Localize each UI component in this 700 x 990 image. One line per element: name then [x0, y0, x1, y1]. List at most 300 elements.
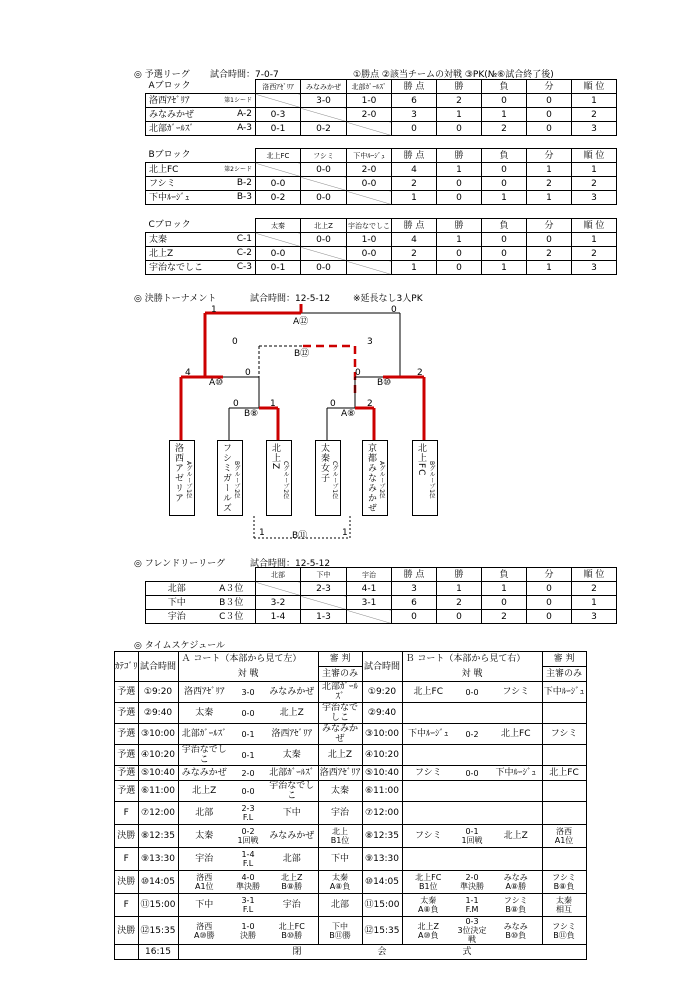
team-name: 北上Z [270, 443, 280, 471]
away-team: 北上FC [490, 724, 542, 745]
result-cell: 0-0 [347, 177, 392, 191]
stat-header: 分 [527, 568, 572, 582]
team-box [362, 440, 388, 516]
stat-cell: 0 [437, 610, 482, 624]
time-cell: ⑦12:00 [362, 802, 402, 825]
stat-header: 順 位 [572, 149, 617, 163]
time-cell: ③10:00 [138, 724, 178, 745]
category-cell: 予選 [115, 766, 139, 781]
time-header: 試合時間 [362, 652, 402, 682]
score-note: F.M [465, 905, 479, 914]
result-cell: 0-0 [301, 163, 347, 177]
stat-cell: 0 [437, 247, 482, 261]
score-third-right: 3 [367, 337, 373, 347]
referee-cell: フシミ [542, 724, 586, 745]
score-cell [454, 825, 490, 848]
time-header: 試合時間 [138, 652, 178, 682]
stat-cell: 1 [572, 233, 617, 247]
result-cell: 4-1 [347, 582, 392, 596]
stat-cell: 4 [392, 233, 437, 247]
team-name: 宇治 [146, 610, 208, 624]
stat-cell: 0 [482, 177, 527, 191]
score-value: 0-0 [465, 768, 479, 778]
score-value: 2-0 [241, 768, 255, 778]
stat-cell: 1 [437, 163, 482, 177]
stat-cell: 0 [437, 191, 482, 205]
away-team: 北上FC B⑩勝 [266, 917, 318, 945]
team-group: Bグループ2位 [233, 461, 240, 499]
score-note: 準決勝 [236, 882, 261, 891]
time-cell: ⑪15:00 [362, 894, 402, 917]
stat-cell: 0 [527, 108, 572, 122]
result-cell: 0-1 [256, 122, 301, 136]
stat-cell: 0 [527, 610, 572, 624]
block-col-header: 洛西ｱｾﾞﾘｱ [256, 80, 301, 94]
block-name: Bブロック [146, 149, 256, 163]
score-note: 戦 [468, 935, 477, 944]
score-value: 0-1 [465, 827, 479, 836]
away-team: 北上Z [266, 703, 318, 724]
stat-cell: 0 [437, 122, 482, 136]
team-position: A３位 [208, 582, 256, 596]
away-team: 太秦 [266, 745, 318, 766]
stat-cell: 1 [482, 108, 527, 122]
ref-header: 審 判 [318, 652, 362, 667]
stat-cell: 2 [527, 247, 572, 261]
team-box [412, 440, 438, 516]
away-team [490, 703, 542, 724]
referee-cell: フシミ B⑧負 [542, 871, 586, 894]
time-cell: ④10:20 [138, 745, 178, 766]
score-cell [230, 871, 266, 894]
away-team: 下中 [266, 802, 318, 825]
away-team: 宇治 [266, 894, 318, 917]
home-team: フシミ [402, 825, 454, 848]
stat-cell: 0 [527, 233, 572, 247]
result-cell: 0-0 [347, 247, 392, 261]
score-note: F.L [242, 813, 254, 822]
referee-cell: 太秦 [318, 781, 362, 802]
home-team: 北上FC B1位 [402, 871, 454, 894]
score-cons-right: 1 [342, 528, 348, 538]
away-team: 宇治なでしこ [266, 781, 318, 802]
away-team: 北上Z [490, 825, 542, 848]
team-box [266, 440, 292, 516]
vs-header: 対 戦 [402, 667, 542, 682]
score-note: F.L [242, 859, 254, 868]
stat-cell: 2 [392, 247, 437, 261]
score-cell [230, 894, 266, 917]
league-title: ◎ 予選リーグ [134, 70, 190, 80]
home-team: みなみかぜ [178, 766, 230, 781]
result-cell: 3-0 [301, 94, 347, 108]
stat-cell: 0 [437, 261, 482, 275]
team-name: 下中 [146, 596, 208, 610]
stat-header: 勝 [437, 149, 482, 163]
team-name: 下中ﾙｰｼﾞｭ [146, 191, 208, 205]
home-team: 北部 [178, 802, 230, 825]
friendly-title: ◎ フレンドリーリーグ [134, 559, 226, 569]
time-cell: ⑥11:00 [362, 781, 402, 802]
stat-cell: 0 [392, 610, 437, 624]
table-row [115, 917, 587, 945]
result-cell: 2-0 [347, 163, 392, 177]
stat-cell: 1 [392, 261, 437, 275]
category-cell: F [115, 894, 139, 917]
score-cell [454, 802, 490, 825]
score-sf-left-right: 0 [245, 368, 251, 378]
block-col-header: 北上FC [256, 149, 301, 163]
team-group: Bグループ1位 [428, 461, 435, 499]
score-cell [230, 745, 266, 766]
time-cell: ①9:20 [362, 682, 402, 703]
stat-header: 勝 [437, 568, 482, 582]
score-qf-left-left: 0 [233, 399, 239, 409]
stat-header: 分 [527, 80, 572, 94]
stat-header: 分 [527, 149, 572, 163]
sf-right-label: B⑩ [377, 378, 392, 388]
code-label: C-3 [236, 262, 252, 272]
stat-header: 勝 [437, 219, 482, 233]
score-cell [454, 724, 490, 745]
stat-cell: 3 [572, 261, 617, 275]
stat-cell: 3 [572, 191, 617, 205]
away-team: みなみ B⑩負 [490, 917, 542, 945]
time-cell: ⑤10:40 [138, 766, 178, 781]
score-value: 1-4 [241, 850, 255, 859]
team-group: Cグループ2位 [282, 461, 289, 500]
stat-cell: 0 [527, 596, 572, 610]
score-cell [454, 871, 490, 894]
tournament-title: ◎ 決勝トーナメント [134, 294, 217, 304]
result-cell: 1-0 [347, 233, 392, 247]
category-cell: 予選 [115, 724, 139, 745]
result-cell [301, 596, 347, 610]
stat-cell: 3 [392, 108, 437, 122]
table-row [115, 802, 587, 825]
stat-header: 勝 点 [392, 219, 437, 233]
table-row [115, 745, 587, 766]
stat-cell: 2 [437, 596, 482, 610]
stat-cell: 2 [482, 122, 527, 136]
result-cell: 0-3 [256, 108, 301, 122]
team-name: 北部ｶﾞｰﾙｽﾞ [146, 122, 208, 136]
referee-cell [542, 745, 586, 766]
stat-cell: 3 [392, 582, 437, 596]
table-row [115, 766, 587, 781]
time-cell: ⑨13:30 [362, 848, 402, 871]
score-cell [454, 848, 490, 871]
table-row [146, 596, 662, 610]
score-cell [230, 682, 266, 703]
team-name: 洛西アゼリア [173, 443, 183, 503]
stat-cell: 1 [437, 582, 482, 596]
stat-cell: 0 [527, 582, 572, 596]
league-note: ①勝点 ②該当チームの対戦 ③PK(№⑥試合終了後) [353, 70, 554, 80]
category-cell: F [115, 848, 139, 871]
score-cell [454, 682, 490, 703]
team-name: みなみかぜ [146, 108, 208, 122]
stat-cell: 1 [482, 261, 527, 275]
team-name: フシミガールズ [221, 443, 231, 513]
home-team: 北上Z A⑩負 [402, 917, 454, 945]
stat-cell: 1 [482, 582, 527, 596]
score-sf-left-left: 4 [185, 368, 191, 378]
stat-header: 勝 点 [392, 80, 437, 94]
home-team [402, 745, 454, 766]
block-col-header: 下中ﾙｰｼﾞｭ [347, 149, 392, 163]
code-label: C-2 [236, 248, 252, 258]
team-group: Cグループ1位 [331, 461, 338, 500]
referee-cell: 北部 [318, 894, 362, 917]
referee-cell: みなみかぜ [318, 724, 362, 745]
category-cell: 決勝 [115, 871, 139, 894]
score-value: 0-1 [241, 729, 255, 739]
category-cell: 予選 [115, 781, 139, 802]
away-team: 北部 [266, 848, 318, 871]
result-cell: 0-2 [256, 191, 301, 205]
score-note: 決勝 [240, 930, 257, 940]
block-col-header: 北部ｶﾞｰﾙｽﾞ [347, 80, 392, 94]
referee-cell: 下中 [318, 848, 362, 871]
referee-cell [542, 703, 586, 724]
score-value: 0-0 [465, 687, 479, 697]
score-value: 2-0 [465, 873, 479, 882]
a-court-header: Ａ コート（本部から見て左） [178, 652, 318, 667]
block-col-header: 太秦 [256, 219, 301, 233]
stat-cell: 1 [437, 108, 482, 122]
home-team [402, 802, 454, 825]
home-team [402, 781, 454, 802]
result-cell: 0-0 [301, 261, 347, 275]
score-cell [230, 766, 266, 781]
b-court-header: Ｂ コート（本部から見て右） [402, 652, 542, 667]
result-cell: 1-3 [301, 610, 347, 624]
time-cell: ①9:20 [138, 682, 178, 703]
time-cell: ③10:00 [362, 724, 402, 745]
stat-header: 勝 点 [392, 568, 437, 582]
stat-header: 順 位 [572, 568, 617, 582]
time-cell: ⑫15:35 [138, 917, 178, 945]
team-name: 北上Z [146, 247, 208, 261]
stat-header: 順 位 [572, 219, 617, 233]
score-cell [454, 766, 490, 781]
score-qf-right-right: 2 [367, 399, 373, 409]
home-team: 洛西 A⑩勝 [178, 917, 230, 945]
team-name: 宇治なでしこ [146, 261, 208, 275]
stat-cell: 2 [572, 247, 617, 261]
score-cell [230, 781, 266, 802]
score-value: 3-1 [241, 896, 255, 905]
score-value: 4-0 [241, 873, 255, 882]
away-team: 北上Z B⑧勝 [266, 871, 318, 894]
home-team: 太秦 [178, 825, 230, 848]
stat-header: 負 [482, 149, 527, 163]
score-cell [454, 917, 490, 945]
ref-sub-header: 主審のみ [318, 667, 362, 682]
stat-cell: 1 [527, 261, 572, 275]
cons-label: B⑪ [292, 531, 308, 541]
stat-cell: 2 [527, 177, 572, 191]
vs-header: 対 戦 [178, 667, 318, 682]
score-note: 1回戦 [237, 836, 259, 845]
friendly-time: 試合時間：12-5-12 [250, 559, 331, 569]
stat-cell: 2 [572, 177, 617, 191]
referee-cell: 洛西ｱｾﾞﾘｱ [318, 766, 362, 781]
friendly-col-header: 下中 [301, 568, 347, 582]
away-team: 北部ｶﾞｰﾙｽﾞ [266, 766, 318, 781]
stat-cell: 1 [392, 191, 437, 205]
away-team [490, 781, 542, 802]
referee-cell [542, 848, 586, 871]
stat-cell: 6 [392, 94, 437, 108]
stat-header: 負 [482, 568, 527, 582]
final-label: A⑫ [293, 317, 309, 327]
score-value: 0-0 [241, 786, 255, 796]
team-name: 北部 [146, 582, 208, 596]
table-row [115, 848, 587, 871]
seed-label: 第2シード [224, 166, 252, 173]
league-time: 試合時間：7-0-7 [210, 70, 279, 80]
away-team: 下中ﾙｰｼﾞｭ [490, 766, 542, 781]
ref-sub-header: 主審のみ [542, 667, 586, 682]
category-cell: F [115, 802, 139, 825]
referee-cell: 北上FC [542, 766, 586, 781]
result-cell: 0-2 [301, 122, 347, 136]
time-cell: ⑩14:05 [362, 871, 402, 894]
code-label: B-3 [236, 192, 252, 202]
referee-cell: フシミ B⑪負 [542, 917, 586, 945]
home-team: 北部ｶﾞｰﾙｽﾞ [178, 724, 230, 745]
friendly-col-header: 宇治 [347, 568, 392, 582]
stat-cell: 0 [482, 94, 527, 108]
referee-cell: 北上 B1位 [318, 825, 362, 848]
home-team: 洛西ｱｾﾞﾘｱ [178, 682, 230, 703]
table-row [115, 703, 587, 724]
stat-header: 勝 点 [392, 149, 437, 163]
schedule-table [114, 651, 587, 960]
category-cell: 決勝 [115, 917, 139, 945]
block-name: Aブロック [146, 80, 256, 94]
result-cell: 3-2 [256, 596, 301, 610]
away-team: フシミ B⑧負 [490, 894, 542, 917]
stat-cell: 0 [482, 596, 527, 610]
home-team: 宇治 [178, 848, 230, 871]
score-note: F.L [242, 905, 254, 914]
time-cell: ⑩14:05 [138, 871, 178, 894]
score-value: 0-0 [241, 708, 255, 718]
time-cell: ②9:40 [362, 703, 402, 724]
friendly-col-header: 北部 [256, 568, 301, 582]
time-cell: ⑧12:35 [362, 825, 402, 848]
stat-cell: 1 [572, 163, 617, 177]
stat-cell: 1 [482, 191, 527, 205]
block-col-header: フシミ [301, 149, 347, 163]
team-box [315, 440, 341, 516]
third-label: B⑫ [294, 349, 310, 359]
table-row [115, 894, 587, 917]
result-cell [256, 582, 301, 596]
result-cell: 1-0 [347, 94, 392, 108]
score-final-right: 0 [391, 305, 397, 315]
score-value: 1-0 [241, 921, 255, 931]
stat-cell: 0 [392, 122, 437, 136]
home-team: 下中ﾙｰｼﾞｭ [402, 724, 454, 745]
stat-cell: 1 [527, 191, 572, 205]
score-cell [454, 894, 490, 917]
referee-cell [542, 802, 586, 825]
stat-cell: 3 [572, 610, 617, 624]
referee-cell: 太秦 相互 [542, 894, 586, 917]
score-cell [230, 848, 266, 871]
result-cell: 1-4 [256, 610, 301, 624]
team-position: C３位 [208, 610, 256, 624]
tournament-time: 試合時間：12-5-12 [250, 294, 331, 304]
away-team: みなみかぜ [266, 682, 318, 703]
team-group: Aグループ1位 [185, 461, 192, 499]
referee-cell: 北上Z [318, 745, 362, 766]
team-box [169, 440, 195, 516]
stat-cell: 0 [482, 247, 527, 261]
away-team: 洛西ｱｾﾞﾘｱ [266, 724, 318, 745]
qf-left-label: B⑧ [244, 409, 259, 419]
referee-cell: 北部ｶﾞｰﾙｽﾞ [318, 682, 362, 703]
stat-header: 負 [482, 80, 527, 94]
score-value: 3-0 [241, 687, 255, 697]
code-label: A-3 [237, 123, 252, 133]
table-row [115, 825, 587, 848]
category-cell: 決勝 [115, 825, 139, 848]
home-team: フシミ [402, 766, 454, 781]
code-label: B-2 [236, 178, 252, 188]
closing-time: 16:15 [138, 945, 178, 960]
code-label: C-1 [236, 234, 252, 244]
time-cell: ⑦12:00 [138, 802, 178, 825]
result-cell [347, 610, 392, 624]
stat-cell: 0 [437, 177, 482, 191]
result-cell: 0-0 [256, 177, 301, 191]
time-cell: ⑫15:35 [362, 917, 402, 945]
time-cell: ⑥11:00 [138, 781, 178, 802]
stat-cell: 0 [482, 233, 527, 247]
result-cell: 0-1 [256, 261, 301, 275]
stat-cell: 1 [437, 233, 482, 247]
score-third-left: 0 [232, 337, 238, 347]
score-cell [454, 745, 490, 766]
table-row [115, 871, 587, 894]
stat-cell: 6 [392, 596, 437, 610]
referee-cell: 下中ﾙｰｼﾞｭ [542, 682, 586, 703]
qf-right-label: A⑧ [341, 409, 356, 419]
block-col-header: みなみかぜ [301, 80, 347, 94]
time-cell: ⑨13:30 [138, 848, 178, 871]
block-col-header: 北上Z [301, 219, 347, 233]
away-team: みなみかぜ [266, 825, 318, 848]
seed-label: 第1シード [224, 97, 252, 104]
score-cell [230, 802, 266, 825]
result-cell: 0-0 [301, 191, 347, 205]
team-group: Aグループ2位 [378, 461, 385, 499]
score-cell [230, 825, 266, 848]
home-team: 太秦 A⑧負 [402, 894, 454, 917]
closing-ceremony [178, 945, 586, 960]
closing-char: 式 [462, 947, 472, 957]
team-name: フシミ [146, 177, 208, 191]
score-qf-right-left: 0 [330, 399, 336, 409]
category-cell: 予選 [115, 703, 139, 724]
team-box [217, 440, 243, 516]
home-team [402, 703, 454, 724]
